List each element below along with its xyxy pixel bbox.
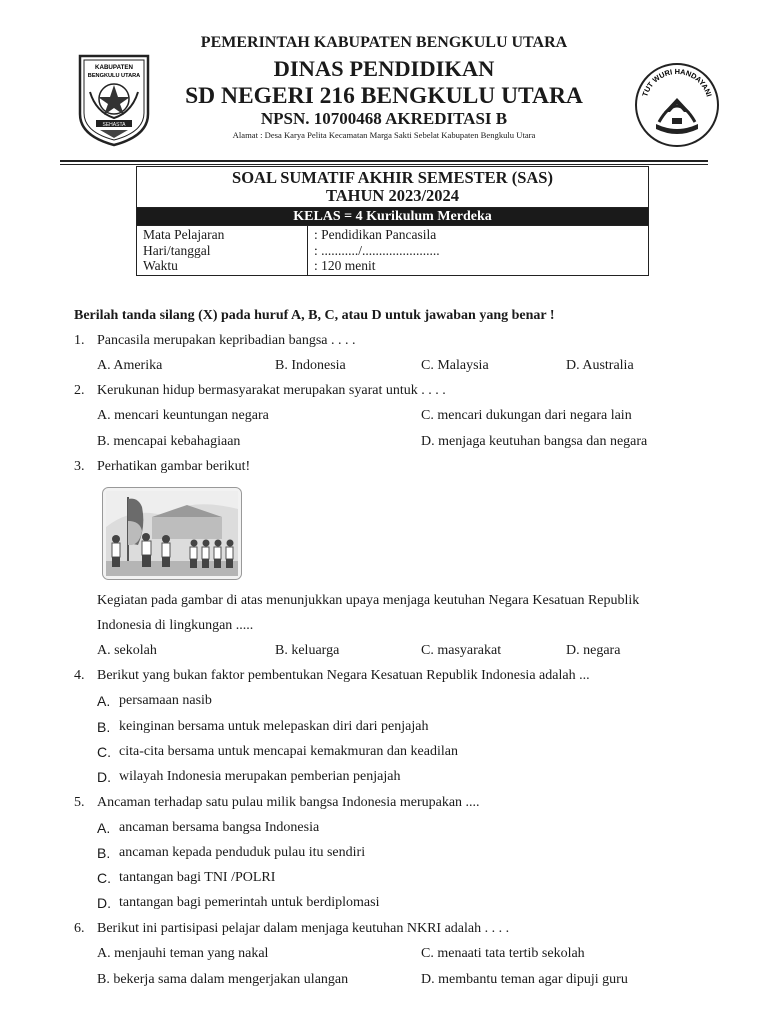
option-b-letter: B.: [97, 845, 111, 861]
option-a: ancaman bersama bangsa Indonesia: [119, 820, 320, 835]
question-text: Perhatikan gambar berikut!: [97, 459, 251, 474]
exam-info-box: [136, 166, 649, 276]
question-number: 5.: [74, 795, 85, 810]
question-number: 6.: [74, 921, 85, 936]
question-text: Berikut ini partisipasi pelajar dalam menjaga keutuhan NKRI adalah . . . .: [97, 921, 510, 936]
option-b: B. bekerja sama dalam mengerjakan ulangan: [97, 972, 349, 987]
option-d: D. menjaga keutuhan bangsa dan negara: [421, 434, 648, 449]
option-b: B. mencapai kebahagiaan: [97, 434, 241, 449]
option-a: persamaan nasib: [119, 693, 212, 708]
option-c-letter: C.: [97, 870, 111, 886]
option-a-letter: A.: [97, 820, 111, 836]
department-name: DINAS PENDIDIKAN: [273, 56, 495, 81]
question-text-continued: Indonesia di lingkungan .....: [97, 618, 254, 633]
school-name: SD NEGERI 216 BENGKULU UTARA: [185, 83, 583, 109]
govt-name: PEMERINTAH KABUPATEN BENGKULU UTARA: [200, 34, 568, 51]
option-a: A. mencari keuntungan negara: [97, 408, 269, 423]
option-b: B. Indonesia: [275, 358, 346, 373]
option-a: A. Amerika: [97, 358, 163, 373]
option-d: wilayah Indonesia merupakan pemberian penjajah: [119, 769, 401, 784]
question-text: Kerukunan hidup bermasyarakat merupakan syarat untuk . . . .: [97, 383, 446, 398]
letterhead-rule-thick: [60, 160, 708, 162]
option-b-letter: B.: [97, 719, 111, 735]
svg-text:TUT WURI HANDAYANI: TUT WURI HANDAYANI: [640, 66, 714, 98]
question-number: 1.: [74, 333, 85, 348]
option-a-letter: A.: [97, 693, 111, 709]
question-text-continued: Kegiatan pada gambar di atas menunjukkan upaya menjaga keutuhan Negara Kesatuan Republik: [97, 593, 640, 608]
regency-logo: [76, 52, 152, 148]
option-d: D. negara: [566, 643, 621, 658]
question-number: 4.: [74, 668, 85, 683]
svg-text:KABUPATEN: KABUPATEN: [95, 64, 133, 71]
question-text: Pancasila merupakan kepribadian bangsa . . . .: [97, 333, 356, 348]
question-number: 3.: [74, 459, 85, 474]
school-address: Alamat : Desa Karya Pelita Kecamatan Marga Sakti Sebelat Kabupaten Bengkulu Utara: [232, 130, 536, 140]
exam-title: SOAL SUMATIF AKHIR SEMESTER (SAS) TAHUN 2023/2024: [137, 167, 649, 208]
instruction: Berilah tanda silang (X) pada huruf A, B, C, atau D untuk jawaban yang benar !: [74, 308, 555, 323]
option-c: cita-cita bersama untuk mencapai kemakmuran dan keadilan: [119, 744, 458, 759]
question-text: Berikut yang bukan faktor pembentukan Negara Kesatuan Republik Indonesia adalah ...: [97, 668, 590, 683]
option-c-letter: C.: [97, 744, 111, 760]
info-labels: Mata Pelajaran Hari/tanggal Waktu: [137, 226, 308, 276]
option-c: C. Malaysia: [421, 358, 489, 373]
option-d-letter: D.: [97, 769, 111, 785]
info-values: : Pendidikan Pancasila : .........../....................... : 120 menit: [308, 226, 649, 276]
flag-ceremony-illustration: [102, 487, 242, 580]
question-number: 2.: [74, 383, 85, 398]
class-bar: KELAS = 4 Kurikulum Merdeka: [137, 208, 649, 226]
option-c: C. masyarakat: [421, 643, 502, 658]
option-c: C. menaati tata tertib sekolah: [421, 946, 585, 961]
option-d: D. Australia: [566, 358, 634, 373]
option-b: keinginan bersama untuk melepaskan diri dari penjajah: [119, 719, 429, 734]
option-d-letter: D.: [97, 895, 111, 911]
option-a: A. menjauhi teman yang nakal: [97, 946, 269, 961]
tut-wuri-handayani-logo: [634, 62, 720, 148]
letterhead-rule-thin: [60, 164, 708, 165]
option-b: ancaman kepada penduduk pulau itu sendiri: [119, 845, 366, 860]
svg-text:BENGKULU UTARA: BENGKULU UTARA: [87, 73, 141, 79]
option-c: C. mencari dukungan dari negara lain: [421, 408, 632, 423]
option-d: tantangan bagi pemerintah untuk berdiplomasi: [119, 895, 380, 910]
question-text: Ancaman terhadap satu pulau milik bangsa Indonesia merupakan ....: [97, 795, 480, 810]
option-d: D. membantu teman agar dipuji guru: [421, 972, 628, 987]
option-b: B. keluarga: [275, 643, 340, 658]
svg-text:SEHASTA: SEHASTA: [102, 122, 126, 128]
option-a: A. sekolah: [97, 643, 157, 658]
npsn-accreditation: NPSN. 10700468 AKREDITASI B: [260, 109, 508, 128]
option-c: tantangan bagi TNI /POLRI: [119, 870, 276, 885]
